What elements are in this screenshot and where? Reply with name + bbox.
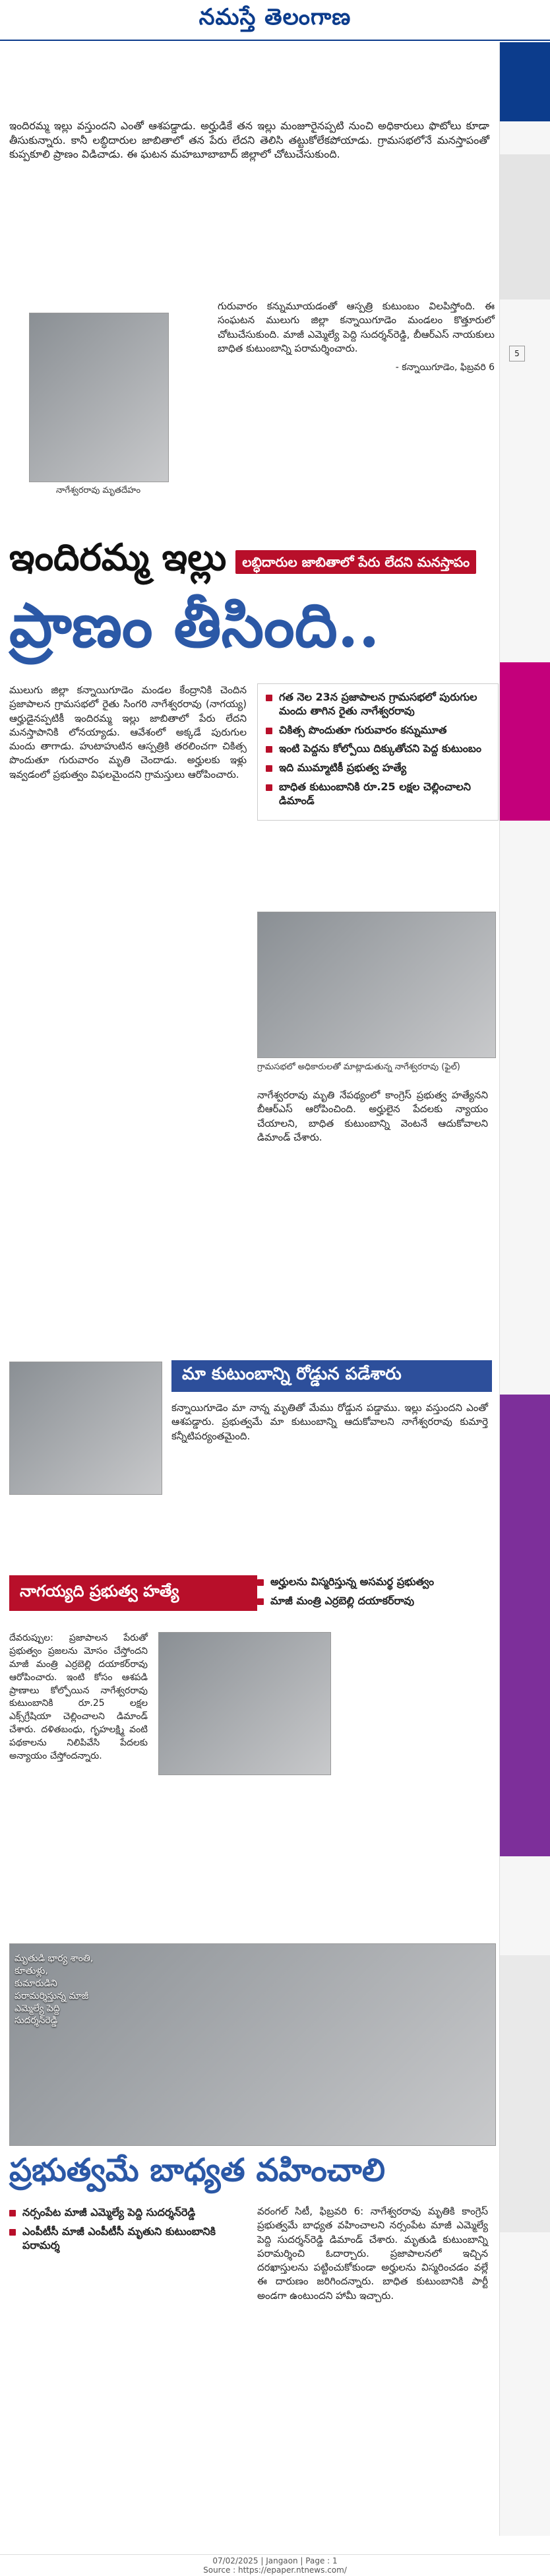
footer-date: 07/02/2025 | Jangaon | Page : 1	[212, 2556, 338, 2565]
sidebar-ad-pink	[500, 662, 550, 821]
bullet-item: చికిత్స పొందుతూ గురువారం కన్నుమూత	[266, 724, 490, 738]
errabelli-photo	[158, 1632, 331, 1775]
headline-row	[9, 536, 497, 588]
closing-text: వరంగల్ సిటీ, ఫిబ్రవరి 6: నాగేశ్వరరావు మృతికి కాంగ్రెస్ ప్రభుత్వమే బాధ్యత వహించాలని నర్సంపేట మాజీ ఎమ్మెల్యే పెద్ది సుదర్శన్‌రెడ్డి డిమాండ్ చేశారు. మృతుడి కుటుంబాన్ని పరామర్శించి ఓదార్చారు. ప్రజాపాలనలో ఇచ్చిన దరఖాస్తులను పట్టించుకోకుండా అర్హులను విస్మరించడం వల్లే ఈ దారుణం జరిగిందన్నారు. బాధిత కుటుంబానికి పార్టీ అండగా ఉంటుందని హామీ ఇచ్చారు.	[257, 2205, 488, 2302]
family-banner-text: మా కుటుంబాన్ని రోడ్డున పడేశారు	[182, 1364, 402, 1384]
family-meeting-caption: మృతుడి భార్య శాంతి, కూతుళ్లు, కుమారుడిని పరామర్శిస్తున్న మాజీ ఎమ్మెల్యే పెద్ది సుదర్శన్‌రెడ్డి	[15, 1953, 94, 2026]
sidebar-ad-purple	[500, 1395, 550, 1856]
bullet-item: నర్సంపేట మాజీ ఎమ్మెల్యే పెద్ది సుదర్శన్‌రెడ్డి	[9, 2206, 247, 2220]
bullet-item: ఎంపీటీసీ మాజీ ఎంపీటీసీ మృతుని కుటుంబానికి పరామర్శ	[9, 2225, 247, 2253]
headline-main: ఇందిరమ్మ ఇల్లు	[9, 536, 227, 579]
closing-bullets	[9, 2206, 247, 2257]
headline-red-box: లబ్ధిదారుల జాబితాలో పేరు లేదని మనస్తాపం	[235, 550, 476, 574]
closing-story	[257, 2205, 488, 2303]
story-text-col2: నాగేశ్వరరావు మృతి నేపథ్యంలో కాంగ్రెస్ ప్రభుత్వ హత్యేనని బీఆర్‌ఎస్ ఆరోపించింది. అర్హులైన పేదలకు న్యాయం చేయాలని, బాధిత కుటుంబాన్ని వెంటనే ఆదుకోవాలని డిమాండ్ చేశారు.	[257, 1089, 488, 1143]
masthead	[0, 0, 550, 41]
story-column-1	[9, 683, 247, 782]
family-text: కన్నాయిగూడెం మా నాన్న మృతితో మేము రోడ్డున పడ్డాము. ఇల్లు వస్తుందని ఎంతో ఆశపడ్డారు. ప్రభుత్వమే మా కుటుంబాన్ని ఆదుకోవాలని నాగేశ్వరరావు కుమార్తె కన్నీటిపర్యంతమైంది.	[171, 1402, 488, 1442]
bullet-item: అర్హులను విస్మరిస్తున్న అసమర్థ ప్రభుత్వం	[257, 1575, 488, 1589]
village-meeting-photo	[257, 912, 496, 1058]
story-column-2	[257, 1088, 488, 1145]
daughter-photo	[9, 1362, 162, 1495]
closing-headline: ప్రభుత్వమే బాధ్యత వహించాలి	[9, 2152, 386, 2189]
bullet-marker	[9, 2210, 16, 2216]
bullet-marker	[9, 2229, 16, 2236]
sidebar-article	[500, 154, 550, 299]
bullet-item: గత నెల 23న ప్రజాపాలన గ్రామసభలో పురుగుల మందు తాగిన రైతు నాగేశ్వరరావు	[266, 691, 490, 718]
lead-text: ఇందిరమ్మ ఇల్లు వస్తుందని ఎంతో ఆశపడ్డాడు. అర్హుడికే తన ఇల్లు మంజూరైనప్పటి నుంచి అధికారులు ఫొటోలు కూడా తీసుకున్నారు. కానీ లబ్ధిదారుల జాబితాలో తన పేరు లేదని తెలిసి తట్టుకోలేకపోయాడు. గ్రామసభలోనే మనస్తాపంతో కుప్పకూలి ప్రాణం విడిచాడు. ఈ ఘటన మహబూబాబాద్ జిల్లాలో చోటుచేసుకుంది.	[9, 119, 489, 161]
bullets-box	[257, 683, 499, 821]
sidebar-text-block	[500, 1955, 550, 2232]
footer	[0, 2554, 550, 2576]
dateline: - కన్నాయిగూడెం, ఫిబ్రవరి 6	[395, 362, 495, 373]
bullet-marker	[257, 1598, 264, 1605]
family-story	[171, 1401, 488, 1443]
bullet-item: బాధిత కుటుంబానికి రూ.25 లక్షల చెల్లించాలని డిమాండ్	[266, 780, 490, 808]
govt-murder-banner	[9, 1575, 257, 1611]
bullet-item: ఇది ముమ్మాటికీ ప్రభుత్వ హత్యే	[266, 761, 490, 775]
bullet-item: మాజీ మంత్రి ఎర్రబెల్లి దయాకర్‌రావు	[257, 1594, 488, 1608]
bullet-marker	[266, 765, 272, 772]
headline-big-wrap	[0, 590, 499, 669]
bullet-marker	[266, 728, 272, 734]
footer-source[interactable]: Source : https://epaper.ntnews.com/	[203, 2565, 347, 2575]
lead-story	[0, 119, 499, 162]
victim-photo-caption: నాగేశ్వరరావు మృతదేహం	[55, 486, 141, 495]
bullet-marker	[266, 695, 272, 701]
govt-murder-bullets	[257, 1575, 488, 1614]
bullet-marker	[257, 1579, 264, 1586]
govt-murder-text: దేవరుప్పుల: ప్రజాపాలన పేరుతో ప్రభుత్వం ప్రజలను మోసం చేస్తోందని మాజీ మంత్రి ఎర్రబెల్లి దయాకర్‌రావు ఆరోపించారు. ఇంటి కోసం ఆశపడి ప్రాణాలు కోల్పోయిన నాగేశ్వరరావు కుటుంబానికి రూ.25 లక్షల ఎక్స్‌గ్రేషియా చెల్లించాలని డిమాండ్ చేశారు. దళితబంధు, గృహలక్ష్మి వంటి పథకాలను నిలిపివేసి పేదలకు అన్యాయం చేస్తోందన్నారు.	[9, 1633, 148, 1761]
lead-side-text: గురువారం కన్నుమూయడంతో ఆస్పత్రి కుటుంబం విలపిస్తోంది. ఈ సంఘటన ములుగు జిల్లా కన్నాయిగూడెం మండలం కొత్తూరులో చోటుచేసుకుంది. మాజీ ఎమ్మెల్యే పెద్ది సుదర్శన్‌రెడ్డి, బీఆర్‌ఎస్ నాయకులు బాధిత కుటుంబాన్ని పరామర్శించారు.	[218, 300, 495, 354]
right-sidebar	[499, 42, 550, 2536]
family-banner	[171, 1360, 492, 1392]
newspaper-title: నమస్తే తెలంగాణ	[199, 4, 351, 30]
bullet-item: ఇంటి పెద్దను కోల్పోయి దిక్కుతోచని పెద్ద కుటుంబం	[266, 742, 490, 756]
sidebar-ad-top	[500, 42, 550, 121]
govt-murder-story-left	[9, 1632, 148, 1763]
headline-big: ప్రాణం తీసింది..	[9, 590, 380, 661]
story-text-col1: ములుగు జిల్లా కన్నాయిగూడెం మండల కేంద్రానికి చెందిన ప్రజాపాలన గ్రామసభలో రైతు సింగరి నాగేశ్వరరావు (నాగయ్య) ఆర్హుడైనప్పటికీ ఇందిరమ్మ ఇల్లు జాబితాలో పేరు లేదని మనస్తాపానికి లోనయ్యాడు. ఆవేశంలో అక్కడే పురుగుల మందు తాగాడు. హుటాహుటిన ఆస్పత్రికి తరలించగా చికిత్స పొందుతూ గురువారం మృతి చెందాడు. అర్హులకు ఇళ్లు ఇవ్వడంలో ప్రభుత్వం విఫలమైందని గ్రామస్తులు ఆరోపించారు.	[9, 684, 247, 780]
govt-murder-banner-text: నాగయ్యది ప్రభుత్వ హత్యే	[20, 1582, 179, 1600]
bullet-marker	[266, 784, 272, 791]
bullet-marker	[266, 746, 272, 753]
village-meeting-photo-caption: గ్రామసభలో అధికారులతో మాట్లాడుతున్న నాగేశ్వరరావు (ఫైల్)	[257, 1062, 460, 1072]
closing-headline-wrap	[9, 2152, 497, 2197]
victim-photo	[29, 313, 169, 482]
sidebar-number: 5	[509, 346, 525, 361]
lead-side-text-block	[218, 299, 495, 375]
